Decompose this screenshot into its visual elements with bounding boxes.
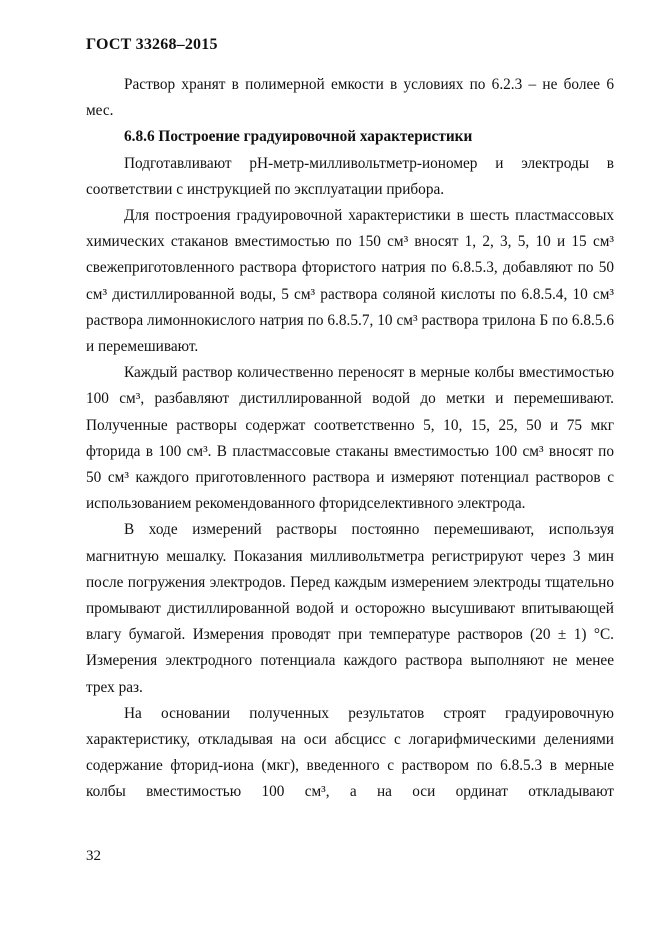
paragraph-preparation: Подготавливают рН-метр-милливольтметр-иономер и электроды в соответствии с инструкцией по эксплуатации прибора. xyxy=(86,154,614,198)
paragraph-dilution: Каждый раствор количественно переносят в мерные колбы вместимостью 100 см³, разбавляют дистиллированной водой до метки и перемешивают. Полученные растворы содержат соответственно 5, 10, 15, 25, 50 и 75 мкг фторида в 100 см³. В пластмассовые стаканы вместимостью 100 см³ вносят по 50 см³ каждого приготовленного раствора и измеряют потенциал растворов с использованием рекомендованного фторидселективного электрода. xyxy=(86,364,614,513)
paragraph-measurement: В ходе измерений растворы постоянно перемешивают, используя магнитную мешалку. Показания милливольтметра регистрируют через 3 мин после погружения электродов. Перед каждым измерением электроды тщательно промывают дистиллированной водой и осторожно высушивают впитывающей влагу бумагой. Измерения проводят при температуре растворов (20 ± 1) °С. Измерения электродного потенциала каждого раствора выполняют не менее трех раз. xyxy=(86,521,614,696)
paragraph-results: На основании полученных результатов строят градуировочную характеристику, откладывая на оси абсцисс с логарифмическими делениями содержание фторид-иона (мкг), введенного с раствором по 6.8.5.3 в мерные колбы вместимостью 100 см³, а на оси ординат откладывают xyxy=(86,704,614,801)
section-heading: 6.8.6 Построение градуировочной характеристики xyxy=(124,128,473,146)
page-number: 32 xyxy=(86,848,101,864)
paragraph-storage: Раствор хранят в полимерной емкости в условиях по 6.2.3 – не более 6 мес. xyxy=(86,76,614,120)
paragraph-calibration-setup: Для построения градуировочной характеристики в шесть пластмассовых химических стаканов вместимостью по 150 см³ вносят 1, 2, 3, 5, 10 и 15 см³ свежеприготовленного раствора фтористого натрия по 6.8.5.3, добавляют по 50 см³ дистиллированной воды, 5 см³ раствора соляной кислоты по 6.8.5.4, 10 см³ раствора лимоннокислого натрия по 6.8.5.7, 10 см³ раствора трилона Б по 6.8.5.6 и перемешивают. xyxy=(86,207,614,356)
document-body xyxy=(86,72,614,806)
document-header: ГОСТ 33268–2015 xyxy=(86,36,218,53)
